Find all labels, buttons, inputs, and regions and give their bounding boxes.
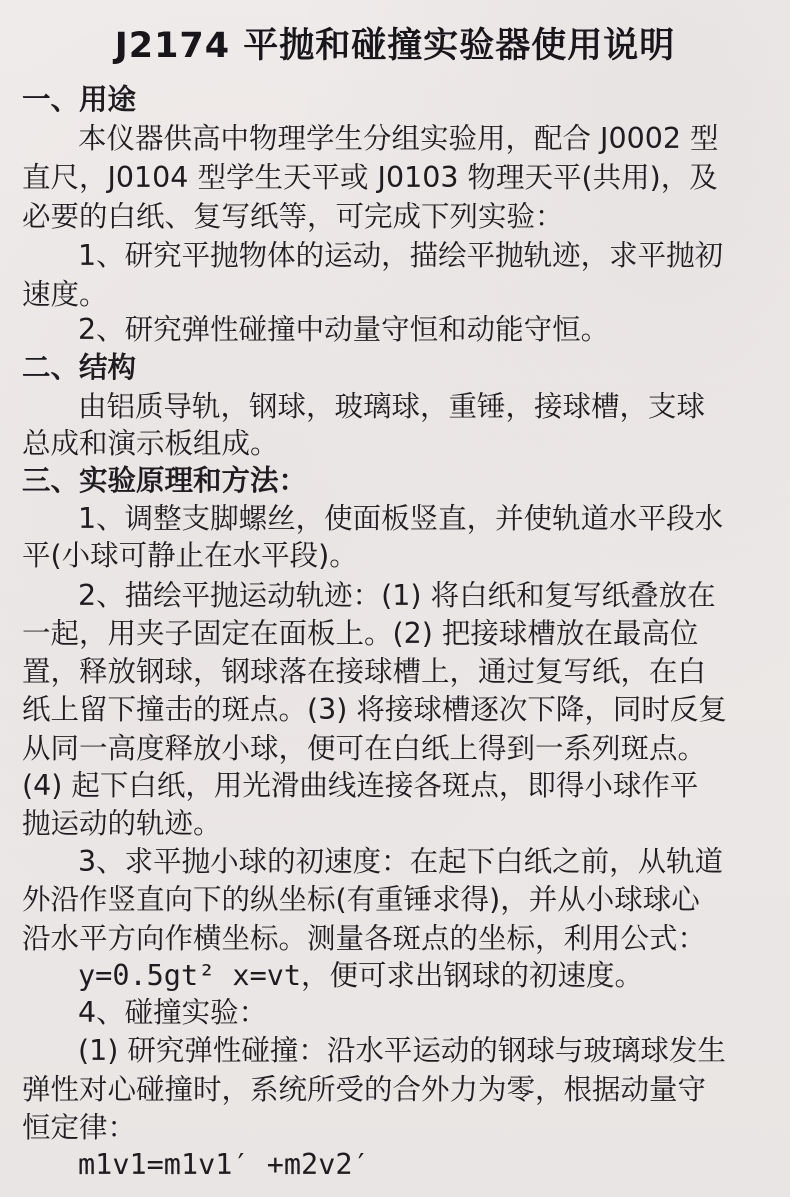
section-heading-structure: 二、结构: [22, 351, 137, 384]
paragraph-line: 由铝质导轨，钢球，玻璃球，重锤，接球槽，支球: [78, 390, 706, 423]
paragraph-line: 恒定律：: [22, 1111, 137, 1144]
paragraph-line: 从同一高度释放小球，便可在白纸上得到一系列斑点。: [22, 732, 707, 765]
paragraph-line: 必要的白纸、复写纸等，可完成下列实验：: [22, 200, 564, 233]
paragraph-line: 3、求平抛小球的初速度：在起下白纸之前，从轨道: [78, 845, 724, 878]
section-heading-purpose: 一、用途: [22, 83, 137, 116]
paragraph-line: 速度。: [22, 278, 108, 311]
paragraph-line: 1、调整支脚螺丝，使面板竖直，并使轨道水平段水: [78, 502, 724, 535]
paragraph-line: 2、研究弹性碰撞中动量守恒和动能守恒。: [78, 313, 610, 346]
paragraph-line: 弹性对心碰撞时，系统所受的合外力为零，根据动量守: [22, 1073, 707, 1106]
paragraph-line: 外沿作竖直向下的纵坐标(有重锤求得)，并从小球球心: [22, 883, 700, 916]
formula-line: y=0.5gt² x=vt，便可求出钢球的初速度。: [78, 959, 644, 992]
paragraph-line: 置，释放钢球，钢球落在接球槽上，通过复写纸，在白: [22, 655, 707, 688]
paragraph-line: 1、研究平抛物体的运动，描绘平抛轨迹，求平抛初: [78, 239, 724, 272]
paragraph-line: 本仪器供高中物理学生分组实验用，配合 J0002 型: [78, 122, 719, 155]
paragraph-line: 纸上留下撞击的斑点。(3) 将接球槽逐次下降，同时反复: [22, 693, 727, 726]
paragraph-line: 直尺，J0104 型学生天平或 J0103 物理天平(共用)，及: [22, 161, 718, 194]
document-title: J2174 平抛和碰撞实验器使用说明: [114, 26, 676, 66]
paragraph-line: (1) 研究弹性碰撞：沿水平运动的钢球与玻璃球发生: [78, 1034, 726, 1067]
section-heading-principle: 三、实验原理和方法：: [22, 464, 308, 497]
paragraph-line: 4、碰撞实验：: [78, 996, 268, 1029]
paragraph-line: 2、描绘平抛运动轨迹：(1) 将白纸和复写纸叠放在: [78, 579, 716, 612]
paragraph-line: (4) 起下白纸，用光滑曲线连接各斑点，即得小球作平: [22, 769, 699, 802]
paragraph-line: 总成和演示板组成。: [22, 427, 279, 460]
formula-line: m1v1=m1v1′ +m2v2′: [78, 1148, 370, 1181]
paragraph-line: 抛运动的轨迹。: [22, 807, 222, 840]
paragraph-line: 平(小球可静止在水平段)。: [22, 539, 358, 572]
paragraph-line: 一起，用夹子固定在面板上。(2) 把接球槽放在最高位: [22, 617, 699, 650]
paragraph-line: 沿水平方向作横坐标。测量各斑点的坐标，利用公式：: [22, 922, 707, 955]
